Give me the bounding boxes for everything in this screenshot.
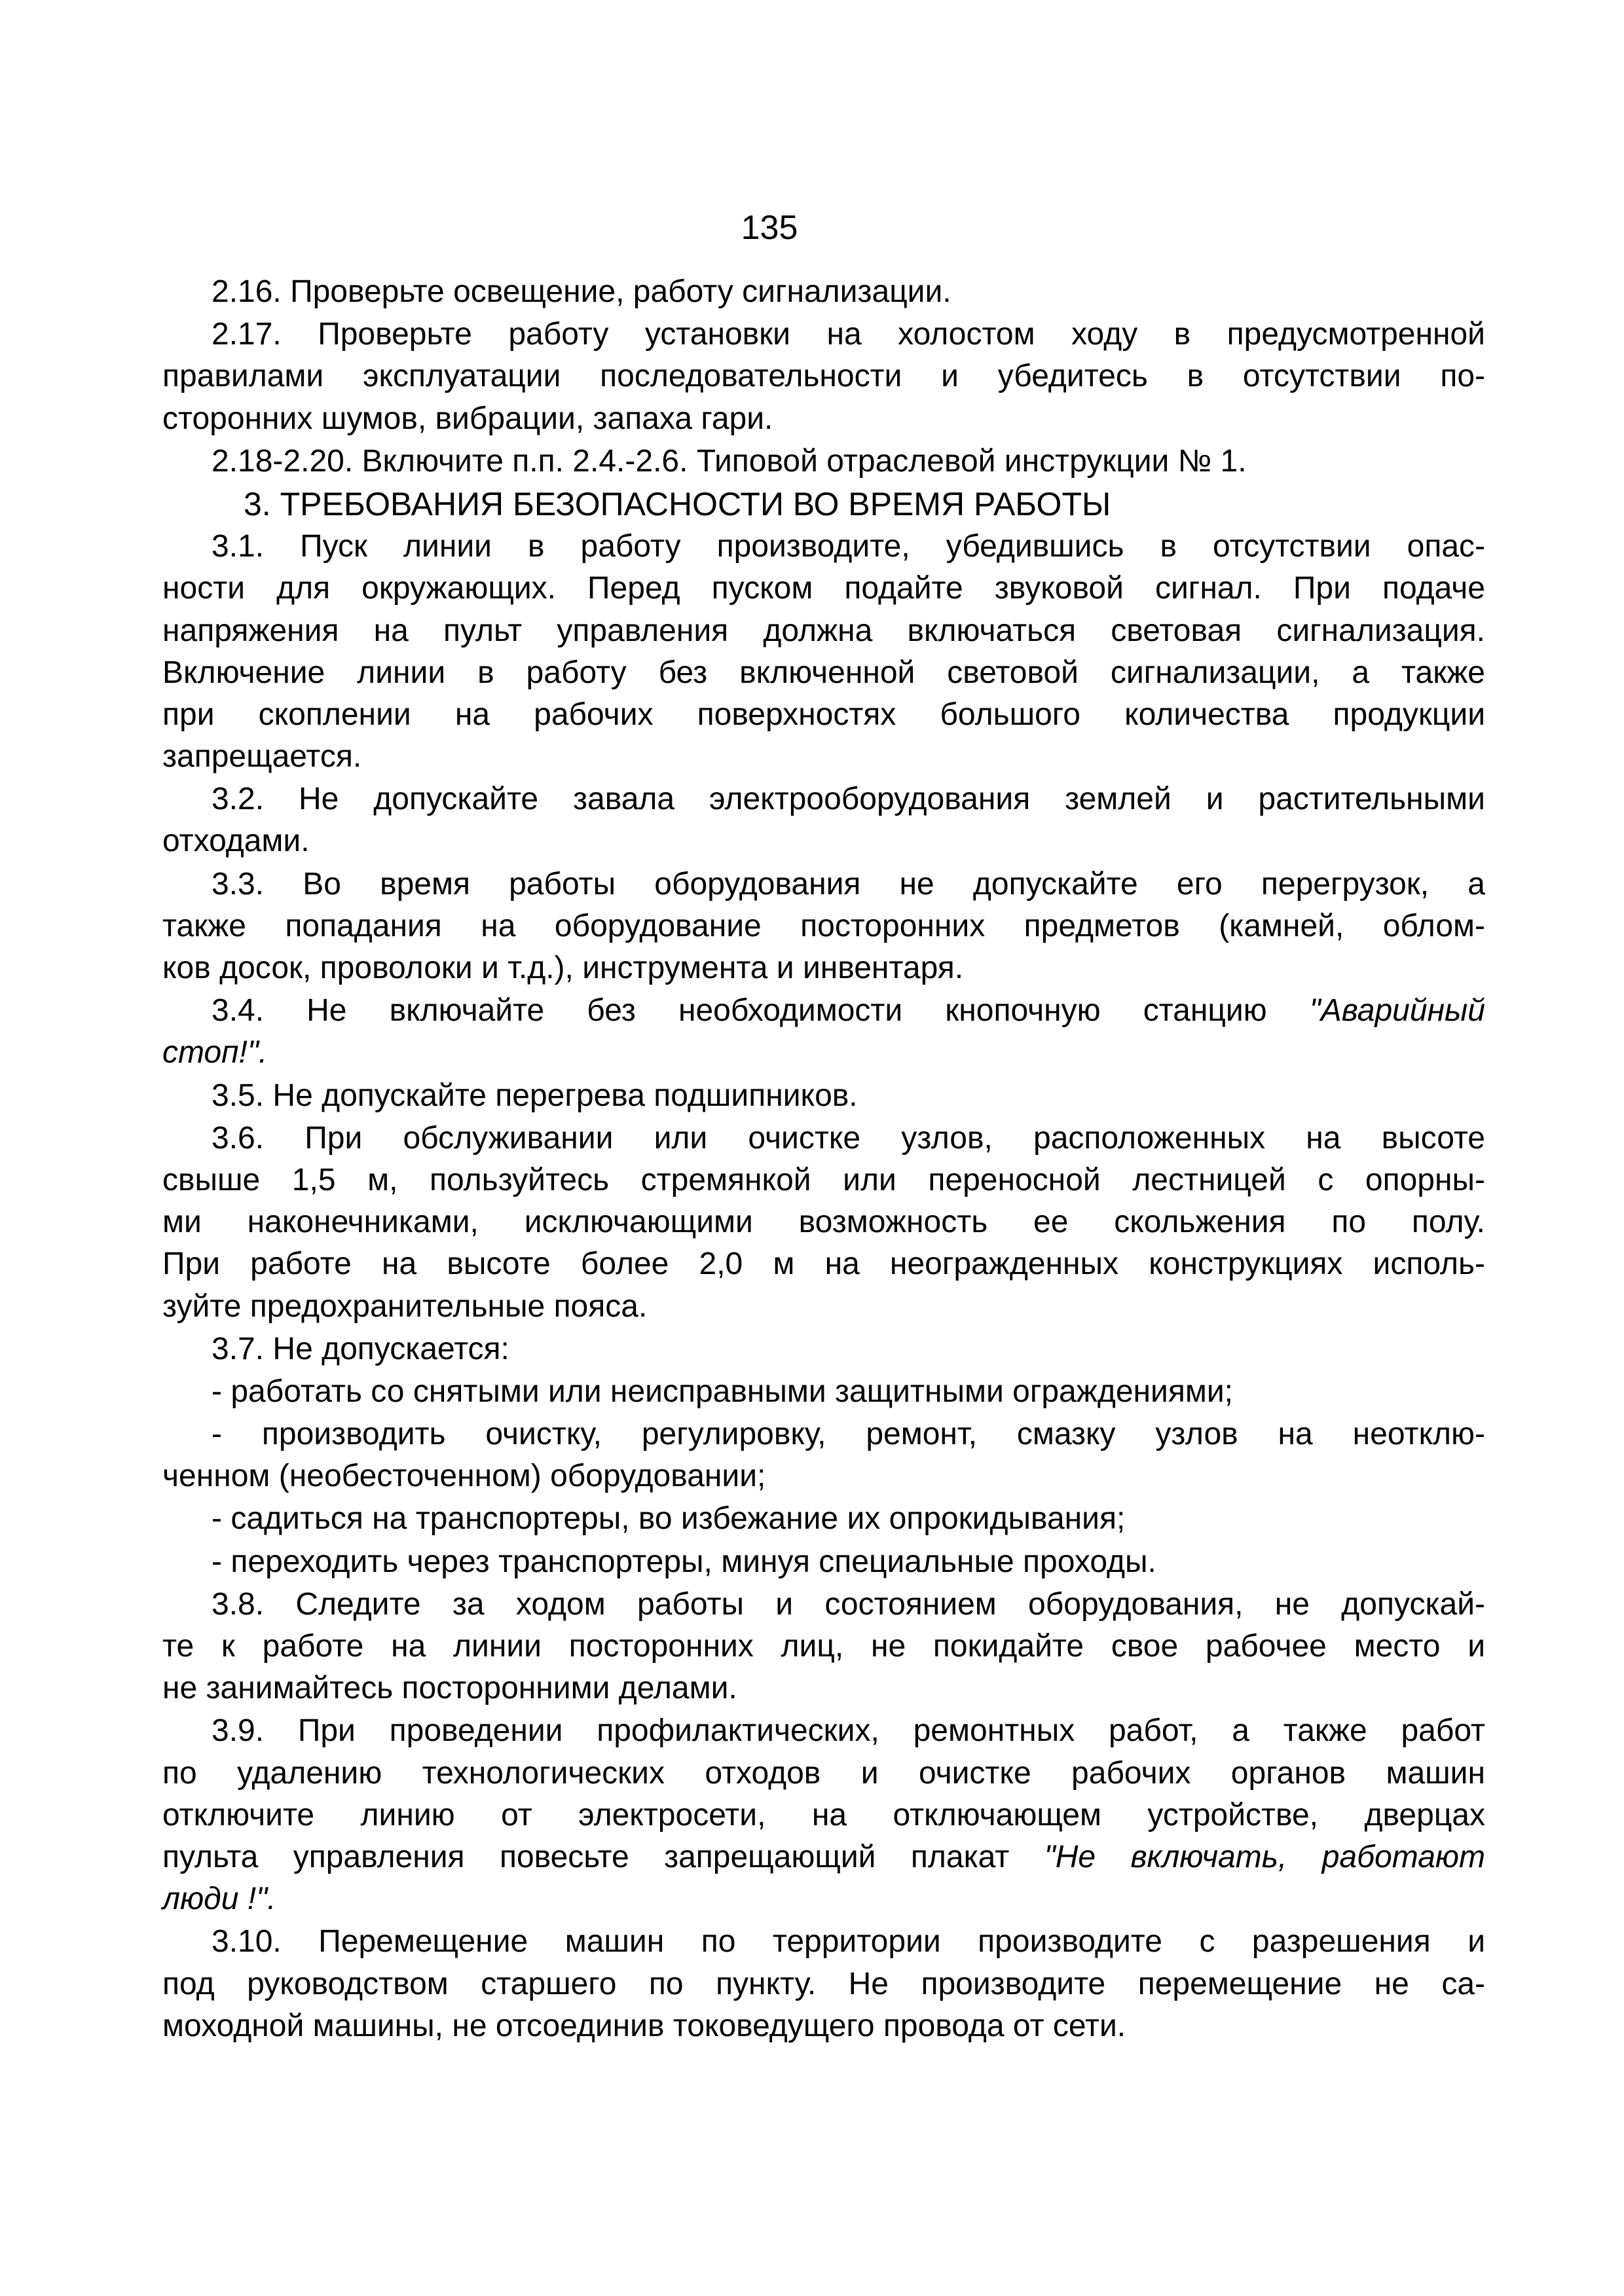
paragraph bbox=[162, 526, 1485, 778]
paragraph bbox=[162, 1584, 1485, 1710]
text-line: 3. ТРЕБОВАНИЯ БЕЗОПАСНОСТИ ВО ВРЕМЯ РАБОТЫ bbox=[244, 485, 1111, 522]
text-line: 3.7. Не допускается: bbox=[212, 1331, 509, 1366]
text-line: также попадания на оборудование посторонних предметов (камней, облом- bbox=[162, 908, 1485, 943]
paragraph bbox=[162, 1413, 1485, 1497]
text-line bbox=[162, 1032, 1485, 1074]
paragraph bbox=[162, 314, 1485, 440]
text-line: ми наконечниками, исключающими возможность ее скольжения по полу. bbox=[162, 1205, 1485, 1240]
text-line: 2.16. Проверьте освещение, работу сигнализации. bbox=[212, 274, 951, 309]
paragraph bbox=[162, 1921, 1485, 2047]
text-line: 2.18-2.20. Включите п.п. 2.4.-2.6. Типовой отраслевой инструкции № 1. bbox=[212, 443, 1247, 479]
italic-quote: "Аварийный bbox=[1309, 993, 1485, 1029]
text-line: ченном (необесточенном) оборудовании; bbox=[162, 1459, 766, 1494]
text-line: 3.3. Во время работы оборудования не допускайте его перегрузок, а bbox=[212, 866, 1485, 902]
text-line bbox=[162, 990, 1485, 1032]
paragraph bbox=[162, 1371, 1485, 1413]
italic-quote: стоп!". bbox=[162, 1035, 268, 1070]
text-line: - производить очистку, регулировку, ремонт, смазку узлов на неотклю- bbox=[212, 1417, 1485, 1452]
text-line: При работе на высоте более 2,0 м на неогражденных конструкциях исполь- bbox=[162, 1247, 1485, 1282]
text-line bbox=[162, 1878, 1485, 1920]
document-body bbox=[162, 271, 1485, 2048]
text-line: те к работе на линии посторонних лиц, не покидайте свое рабочее место и bbox=[162, 1629, 1485, 1664]
text-line: 2.17. Проверьте работу установки на холостом ходу в предусмотренной bbox=[212, 317, 1485, 352]
paragraph bbox=[162, 1118, 1485, 1328]
paragraph bbox=[162, 1075, 1485, 1117]
text-line bbox=[162, 1836, 1485, 1878]
text-line: напряжения на пульт управления должна включаться световая сигнализация. bbox=[162, 613, 1485, 648]
paragraph bbox=[162, 271, 1485, 313]
text-line: 3.1. Пуск линии в работу производите, убедившись в отсутствии опас- bbox=[212, 529, 1485, 564]
text-line: свыше 1,5 м, пользуйтесь стремянкой или переносной лестницей с опорны- bbox=[162, 1162, 1485, 1197]
text-line: 3.8. Следите за ходом работы и состоянием оборудования, не допускай- bbox=[212, 1586, 1485, 1622]
text-line: - работать со снятыми или неисправными защитными ограждениями; bbox=[212, 1374, 1233, 1409]
text-line: не занимайтесь посторонними делами. bbox=[162, 1671, 737, 1706]
text-line: 3.6. При обслуживании или очистке узлов, расположенных на высоте bbox=[212, 1120, 1485, 1156]
text-line: отходами. bbox=[162, 824, 310, 859]
text-line: отключите линию от электросети, на отключающем устройстве, дверцах bbox=[162, 1797, 1485, 1832]
paragraph bbox=[162, 1541, 1485, 1583]
text-line: - переходить через транспортеры, минуя специальные проходы. bbox=[212, 1544, 1156, 1579]
text-line: ности для окружающих. Перед пуском подайте звуковой сигнал. При подаче bbox=[162, 571, 1485, 606]
paragraph bbox=[162, 864, 1485, 990]
italic-quote: "Не включать, работают bbox=[1044, 1839, 1486, 1874]
italic-quote: люди !". bbox=[162, 1882, 276, 1917]
page-number: 135 bbox=[741, 209, 798, 247]
paragraph bbox=[162, 1328, 1485, 1370]
paragraph bbox=[162, 778, 1485, 862]
section-heading bbox=[162, 483, 1485, 525]
paragraph bbox=[162, 990, 1485, 1074]
text-line: по удалению технологических отходов и очистке рабочих органов машин bbox=[162, 1755, 1485, 1791]
text-line: 3.2. Не допускайте завала электрооборудования землей и растительными bbox=[212, 782, 1485, 817]
text-line: Включение линии в работу без включенной световой сигнализации, а также bbox=[162, 655, 1485, 690]
paragraph bbox=[162, 1498, 1485, 1540]
text-line: сторонних шумов, вибрации, запаха гари. bbox=[162, 401, 773, 436]
paragraph bbox=[162, 441, 1485, 483]
text-line: 3.5. Не допускайте перегрева подшипников. bbox=[212, 1078, 858, 1113]
text-segment: пульта управления повесьте запрещающий плакат bbox=[162, 1839, 1044, 1874]
paragraph bbox=[162, 1710, 1485, 1920]
text-line: ков досок, проволоки и т.д.), инструмента и инвентаря. bbox=[162, 951, 964, 985]
text-line: зуйте предохранительные пояса. bbox=[162, 1288, 648, 1324]
text-line: правилами эксплуатации последовательности и убедитесь в отсутствии по- bbox=[162, 359, 1485, 394]
text-line: 3.10. Перемещение машин по территории производите с разрешения и bbox=[212, 1924, 1485, 1959]
text-line: под руководством старшего по пункту. Не производите перемещение не са- bbox=[162, 1966, 1485, 2001]
text-line: моходной машины, не отсоединив токоведущего провода от сети. bbox=[162, 2008, 1126, 2043]
text-segment: 3.4. Не включайте без необходимости кнопочную станцию bbox=[212, 993, 1310, 1029]
text-line: при скоплении на рабочих поверхностях большого количества продукции bbox=[162, 697, 1485, 732]
text-line: 3.9. При проведении профилактических, ремонтных работ, а также работ bbox=[212, 1713, 1485, 1749]
text-line: запрещается. bbox=[162, 739, 362, 774]
text-line: - садиться на транспортеры, во избежание их опрокидывания; bbox=[212, 1501, 1126, 1537]
